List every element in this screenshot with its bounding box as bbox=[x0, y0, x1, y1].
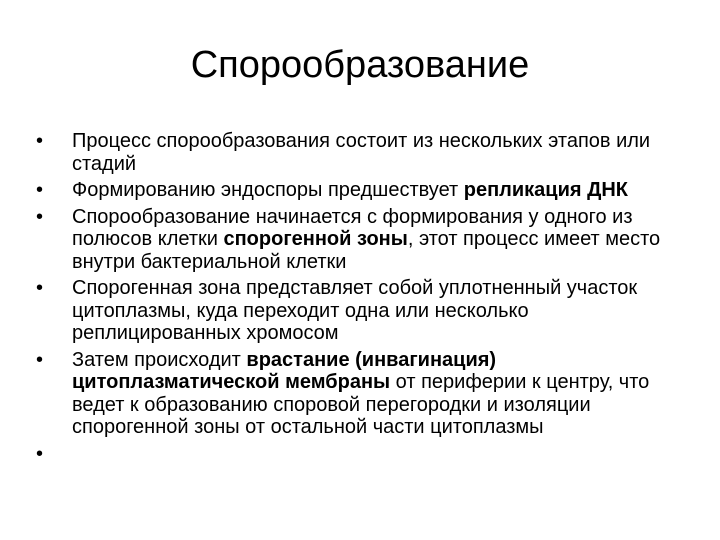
bullet-text bbox=[72, 277, 637, 344]
bullet-icon: • bbox=[36, 205, 44, 228]
bullet-text-segment: Затем происходит bbox=[72, 348, 247, 371]
bullet-item bbox=[36, 179, 676, 202]
bullet-text bbox=[72, 349, 649, 439]
slide-title: Спорообразование bbox=[190, 44, 530, 86]
bullet-text-segment: Процесс спорообразования состоит из нескольких этапов или стадий bbox=[72, 130, 651, 175]
bullet-list bbox=[36, 130, 676, 465]
bullet-text-emphasis: спорогенной зоны bbox=[223, 228, 408, 250]
bullet-text bbox=[72, 179, 628, 201]
bullet-text-segment: от периферии к центру, что ведет к образованию споровой перегородки и изоляции спорогенной зоны от остальной части цитоплазмы bbox=[72, 371, 650, 438]
bullet-item bbox=[36, 349, 676, 439]
bullet-icon: • bbox=[36, 442, 44, 465]
bullet-item bbox=[36, 277, 676, 345]
bullet-text-segment: Спорообразование начинается с формирования у одного из полюсов клетки bbox=[72, 205, 633, 250]
bullet-text-segment: , этот процесс имеет место внутри бактериальной клетки bbox=[72, 228, 661, 273]
bullet-text bbox=[72, 130, 650, 175]
bullet-text bbox=[72, 206, 660, 273]
bullet-icon: • bbox=[36, 348, 44, 371]
bullet-icon: • bbox=[36, 130, 44, 152]
bullet-item bbox=[36, 130, 676, 175]
bullet-text-segment: Формированию эндоспоры предшествует bbox=[72, 179, 464, 201]
bullet-text-segment: Спорогенная зона представляет собой уплотненный участок цитоплазмы, куда переходит одна или несколько реплицированных хромосом bbox=[72, 277, 638, 344]
bullet-icon: • bbox=[36, 277, 44, 299]
bullet-text-emphasis: врастание (инвагинация) цитоплазматической мембраны bbox=[72, 348, 497, 393]
bullet-icon: • bbox=[36, 179, 44, 201]
bullet-item bbox=[36, 206, 676, 274]
bullet-text-emphasis: репликация ДНК bbox=[463, 179, 629, 201]
